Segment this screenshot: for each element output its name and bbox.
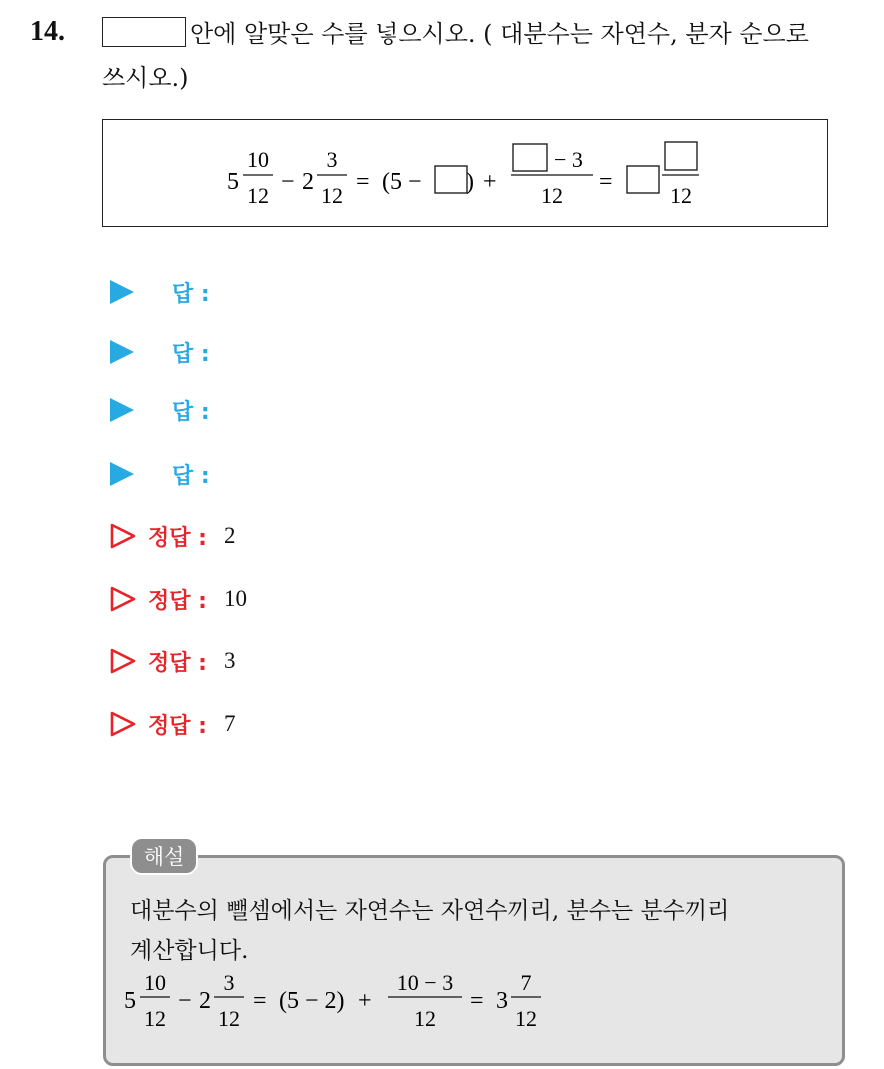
- exp-den4: 12: [515, 1006, 537, 1031]
- eq-plus: +: [483, 169, 497, 195]
- eq-close-paren: ): [466, 169, 474, 195]
- equation-box: [102, 119, 828, 227]
- exp-den1: 12: [144, 1006, 166, 1031]
- answer-row: [110, 392, 210, 428]
- eq-den4: 12: [670, 183, 692, 208]
- explanation-tag: 해설: [130, 837, 198, 875]
- solution-row: [110, 518, 236, 554]
- exp-equals1: =: [253, 988, 267, 1014]
- exp-num2: 3: [223, 970, 235, 995]
- eq-blank-2: [513, 144, 547, 171]
- exp-paren: (5 − 2): [279, 988, 345, 1014]
- question-number: 14.: [30, 16, 65, 47]
- blank-box: [102, 17, 186, 47]
- answer-row: [110, 334, 210, 370]
- exp-whole2: 2: [199, 988, 211, 1014]
- outline-triangle-icon: [110, 711, 136, 737]
- solution-label: 정답 :: [148, 713, 207, 739]
- eq-blank-4: [665, 142, 697, 170]
- answer-label: 답 :: [172, 341, 210, 367]
- question-text-line2: 쓰시오.): [102, 64, 189, 92]
- exp-equals2: =: [470, 988, 484, 1014]
- exp-plus: +: [358, 988, 372, 1014]
- solution-row: [110, 581, 247, 617]
- outline-triangle-icon: [110, 586, 136, 612]
- eq-whole1: 5: [227, 169, 239, 195]
- eq-den3: 12: [541, 183, 563, 208]
- equation-figure: [103, 120, 826, 225]
- answer-label: 답 :: [172, 463, 210, 489]
- solution-value: 2: [224, 523, 236, 548]
- explanation-line2: 계산합니다.: [130, 938, 249, 964]
- eq-equals2: =: [599, 169, 613, 195]
- solution-label: 정답 :: [148, 525, 207, 551]
- exp-num3: 10 − 3: [396, 970, 454, 995]
- answer-label: 답 :: [172, 399, 210, 425]
- eq-den2: 12: [321, 183, 343, 208]
- eq-blank-1: [435, 166, 467, 193]
- exp-num4: 7: [520, 970, 532, 995]
- eq-den1: 12: [247, 183, 269, 208]
- exp-den2: 12: [218, 1006, 240, 1031]
- eq-whole2: 2: [302, 169, 314, 195]
- exp-den3: 12: [414, 1006, 436, 1031]
- question-text-line1: [102, 14, 809, 49]
- play-triangle-icon: [110, 462, 134, 486]
- solution-value: 10: [224, 586, 247, 611]
- exp-minus: −: [178, 988, 192, 1014]
- solution-row: [110, 643, 236, 679]
- answer-label: 답 :: [172, 281, 210, 307]
- eq-blank-3: [627, 166, 659, 193]
- explanation-line1: 대분수의 뺄셈에서는 자연수는 자연수끼리, 분수는 분수끼리: [130, 898, 730, 924]
- eq-num2: 3: [326, 147, 338, 172]
- eq-minus: −: [281, 169, 295, 195]
- eq-num3-tail: − 3: [554, 147, 583, 172]
- eq-num1: 10: [247, 147, 269, 172]
- play-triangle-icon: [110, 280, 134, 304]
- eq-open-paren: (5 −: [382, 169, 422, 195]
- explanation-math: [120, 966, 580, 1036]
- solution-value: 3: [224, 648, 236, 673]
- outline-triangle-icon: [110, 523, 136, 549]
- play-triangle-icon: [110, 340, 134, 364]
- solution-row: [110, 706, 236, 742]
- outline-triangle-icon: [110, 648, 136, 674]
- answer-row: [110, 274, 210, 310]
- solution-value: 7: [224, 711, 236, 736]
- exp-whole1: 5: [124, 988, 136, 1014]
- solution-label: 정답 :: [148, 588, 207, 614]
- answer-row: [110, 456, 210, 492]
- exp-num1: 10: [144, 970, 166, 995]
- question-text: 안에 알맞은 수를 넣으시오. ( 대분수는 자연수, 분자 순으로: [190, 20, 809, 48]
- solution-label: 정답 :: [148, 650, 207, 676]
- play-triangle-icon: [110, 398, 134, 422]
- exp-whole4: 3: [496, 988, 508, 1014]
- eq-equals1: =: [356, 169, 370, 195]
